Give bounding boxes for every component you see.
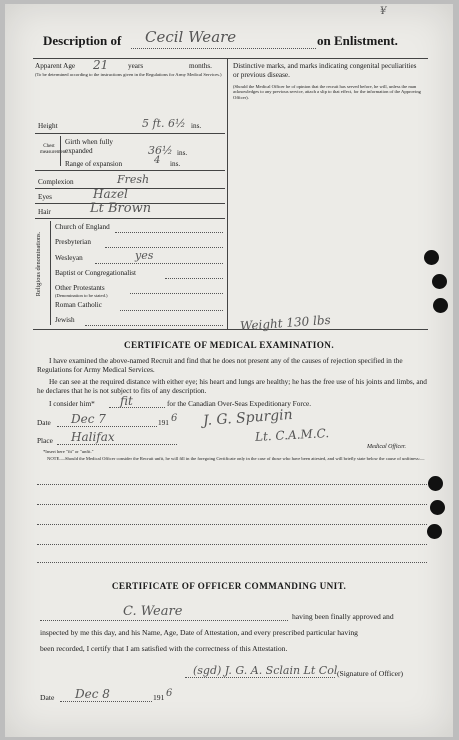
complexion-value: Fresh [117,173,150,186]
officer-date-label: Date [40,693,55,702]
punch-hole-1 [424,250,439,265]
age-note: (To be determined according to the instructions given in the Regulations for Army Medical Services.) [35,72,222,77]
religion-church-of-england: Church of England [55,223,110,231]
officer-name-line [40,620,288,621]
age-years-written: 21 [93,58,109,72]
religion-roman-catholic: Roman Catholic [55,301,102,309]
girth-unit: ins. [177,149,188,157]
months-label: months. [189,62,212,70]
officer-year-printed: 191 [153,693,165,702]
height-unit: ins. [191,122,202,130]
distinctive-marks-heading: Distinctive marks, and marks indicating congenital peculiarities or previous disease. [233,62,417,79]
religion-other-protestants: Other Protestants [55,284,105,292]
officer-line-1-suffix: having been finally approved and [292,612,394,621]
religion-line-6 [120,310,223,311]
fit-unfit-footnote: *Insert here "fit" or "unfit." [43,449,94,454]
complexion-label: Complexion [38,178,74,186]
hair-rule [35,218,225,219]
punch-hole-4 [428,476,443,491]
range-label: Range of expansion [65,160,123,168]
punch-hole-3 [433,298,448,313]
unfit-line-1 [37,484,427,485]
punch-hole-6 [427,524,442,539]
title-suffix: on Enlistment. [317,33,398,48]
medical-place-written: Halifax [71,430,115,444]
religion-line-3 [95,263,223,264]
fit-written: fit [120,394,133,408]
fit-line [109,407,165,408]
corner-mark: ¥ [380,6,387,17]
complexion-rule [35,188,225,189]
consider-suffix: for the Canadian Over-Seas Expeditionary Force. [167,399,312,408]
height-rule [35,133,225,134]
officer-signature-line [185,677,335,678]
religion-line-7 [85,325,223,326]
religion-bracket [50,221,51,325]
medical-place-label: Place [37,436,53,445]
religion-wesleyan: Wesleyan [55,254,83,262]
religious-denominations-label: Religious denominations. [35,231,42,297]
medical-date-line [57,426,157,427]
officer-signature-label: (Signature of Officer) [337,669,404,678]
religion-jewish: Jewish [55,316,75,324]
medical-officer-label: Medical Officer. [367,444,406,450]
punch-hole-5 [430,500,445,515]
hair-label: Hair [38,208,51,216]
officer-signature-written: (sgd) J. G. A. Sclain Lt Col [193,664,338,677]
title-prefix: Description of [43,33,122,48]
medical-date-written: Dec 7 [71,412,106,426]
unfit-line-5 [37,562,427,563]
religion-line-2 [105,247,223,248]
hair-value: Lt Brown [90,201,152,216]
eyes-label: Eyes [38,193,52,201]
officer-recruit-name-written: C. Weare [123,604,183,619]
weight-written: Weight 130 lbs [239,312,332,334]
unfit-note: NOTE.—Should the Medical Officer consider the Recruit unfit, he will fill in the foregoing Certificate only in the case of those who have been attested, and will briefly state below the cause of unfitness:— [47,456,425,461]
officer-line-2: inspected by me this day, and his Name, Age, Date of Attestation, and every prescribed particular having [40,628,358,637]
medical-year-written: 6 [171,413,178,424]
chest-rule [35,170,225,171]
title-line [131,48,316,49]
chest-bracket [60,136,61,166]
officer-line-3: been recorded, I certify that I am satisfied with the correctness of this Attestation. [40,644,288,653]
unfit-line-3 [37,524,427,525]
consider-prefix: I consider him* [49,399,95,408]
medical-signature-rank: Lt. C.A.M.C. [254,426,330,444]
officer-date-written: Dec 8 [75,687,110,701]
wesleyan-mark: yes [135,249,154,262]
religion-line-4 [165,278,223,279]
religion-line-5 [130,293,223,294]
religion-baptist: Baptist or Congregationalist [55,269,137,277]
height-label: Height [38,122,58,130]
chest-label: Chest measurement [40,144,67,155]
officer-certificate-heading: CERTIFICATE OF OFFICER COMMANDING UNIT. [111,581,347,591]
girth-label: Girth when fully expanded [65,138,113,155]
medical-date-label: Date [37,418,51,427]
medical-para-1: I have examined the above-named Recruit and find that he does not present any of the causes of rejection specified in the Regulations for Army Medical Services. [37,356,403,374]
form-column-divider [227,58,228,329]
punch-hole-2 [432,274,447,289]
height-value: 5 ft. 6½ [142,117,186,130]
officer-year-written: 6 [166,688,173,699]
unfit-line-2 [37,504,427,505]
medical-place-line [57,444,177,445]
medical-para-2: He can see at the required distance with either eye; his heart and lungs are healthy; he has the free use of his joints and limbs, and he declares that he is not subject to fits of any description. [37,377,427,395]
years-label: years [128,62,144,70]
recruit-name-written: Cecil Weare [145,28,237,46]
medical-signature-written: J. G. Spurgin [202,406,294,430]
distinctive-marks-note: (Should the Medical Officer be of opinion that the recruit has served before, he will, unless the man acknowledges to any previous service, attach a slip to that effect, for the information of the Approving Officer). [233,84,421,100]
range-value: 4 [154,155,161,166]
enlistment-form-page [5,4,453,737]
eyes-value: Hazel [93,187,128,201]
form-bottom-rule [33,329,428,330]
other-protestants-note: (Denomination to be stated.) [55,293,108,298]
apparent-age-label: Apparent Age [35,62,76,70]
religion-line-1 [115,232,223,233]
unfit-line-4 [37,544,427,545]
medical-year-printed: 191 [158,418,169,427]
religion-presbyterian: Presbyterian [55,238,91,246]
girth-value: 36½ [148,144,173,157]
range-unit: ins. [170,160,181,168]
medical-certificate-heading: CERTIFICATE OF MEDICAL EXAMINATION. [123,340,335,350]
officer-date-line [60,701,152,702]
